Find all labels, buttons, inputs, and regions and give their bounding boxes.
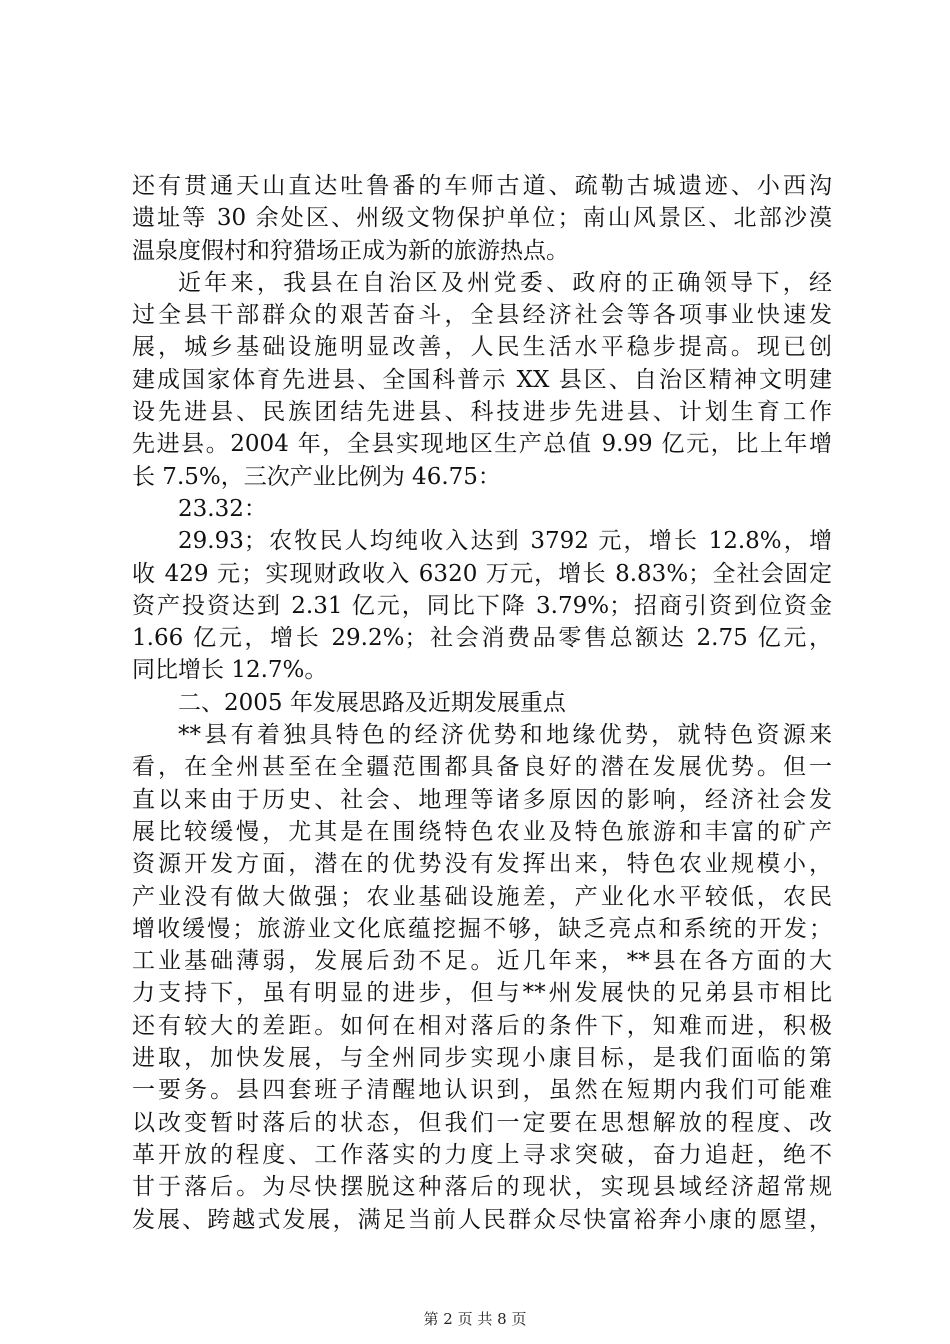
text-line: 以改变暂时落后的状态，但我们一定要在思想解放的程度、改 [132, 1109, 832, 1136]
text-line: 直以来由于历史、社会、地理等诸多原因的影响，经济社会发 [132, 786, 832, 813]
text-line: 长 7.5%，三次产业比例为 46.75： [132, 463, 501, 490]
text-line: 展，城乡基础设施明显改善，人民生活水平稳步提高。现已创 [132, 334, 832, 361]
text-line: 建成国家体育先进县、全国科普示 XX 县区、自治区精神文明建 [132, 366, 832, 393]
text-line: 进取，加快发展，与全州同步实现小康目标，是我们面临的第 [132, 1045, 832, 1072]
text-line: 遗址等 30 余处区、州级文物保护单位；南山风景区、北部沙漠 [132, 205, 832, 232]
text-line: 产业没有做大做强；农业基础设施差，产业化水平较低，农民 [132, 883, 832, 910]
text-line: 温泉度假村和狩猎场正成为新的旅游热点。 [132, 237, 569, 264]
text-line: 设先进县、民族团结先进县、科技进步先进县、计划生育工作 [132, 399, 832, 426]
text-line: 增收缓慢；旅游业文化底蕴挖掘不够，缺乏亮点和系统的开发； [132, 915, 832, 942]
text-line: 力支持下，虽有明显的进步，但与**州发展快的兄弟县市相比 [132, 980, 832, 1007]
text-line: **县有着独具特色的经济优势和地缘优势，就特色资源来 [178, 722, 832, 749]
text-line: 同比增长 12.7%。 [132, 657, 328, 684]
text-line: 看，在全州甚至在全疆范围都具备良好的潜在发展优势。但一 [132, 754, 832, 781]
text-line: 工业基础薄弱，发展后劲不足。近几年来，**县在各方面的大 [132, 948, 832, 975]
text-line: 革开放的程度、工作落实的力度上寻求突破，奋力追赶，绝不 [132, 1141, 832, 1168]
page-number-footer: 第 2 页 共 8 页 [423, 1310, 527, 1328]
text-line: 还有贯通天山直达吐鲁番的车师古道、疏勒古城遗迹、小西沟 [132, 173, 832, 199]
text-line: 资产投资达到 2.31 亿元，同比下降 3.79%；招商引资到位资金 [132, 592, 832, 619]
document-body [132, 170, 832, 1236]
text-line: 资源开发方面，潜在的优势没有发挥出来，特色农业规模小， [132, 851, 832, 878]
text-line: 先进县。2004 年，全县实现地区生产总值 9.99 亿元，比上年增 [132, 431, 832, 458]
text-line: 1.66 亿元，增长 29.2%；社会消费品零售总额达 2.75 亿元， [132, 625, 832, 652]
text-line: 29.93；农牧民人均纯收入达到 3792 元，增长 12.8%，增 [178, 528, 832, 555]
text-line: 甘于落后。为尽快摆脱这种落后的现状，实现县域经济超常规 [132, 1174, 832, 1201]
text-line: 发展、跨越式发展，满足当前人民群众尽快富裕奔小康的愿望， [132, 1206, 832, 1233]
text-line: 一要务。县四套班子清醒地认识到，虽然在短期内我们可能难 [132, 1077, 832, 1104]
section-heading: 二、2005 年发展思路及近期发展重点 [178, 689, 566, 716]
text-line: 展比较缓慢，尤其是在围绕特色农业及特色旅游和丰富的矿产 [132, 818, 832, 845]
text-line: 过全县干部群众的艰苦奋斗，全县经济社会等各项事业快速发 [132, 302, 832, 329]
text-line: 近年来，我县在自治区及州党委、政府的正确领导下，经 [178, 269, 832, 296]
text-line: 23.32： [178, 495, 267, 522]
text-line: 收 429 元；实现财政收入 6320 万元，增长 8.83%；全社会固定 [132, 560, 832, 587]
text-line: 还有较大的差距。如何在相对落后的条件下，知难而进，积极 [132, 1012, 832, 1039]
